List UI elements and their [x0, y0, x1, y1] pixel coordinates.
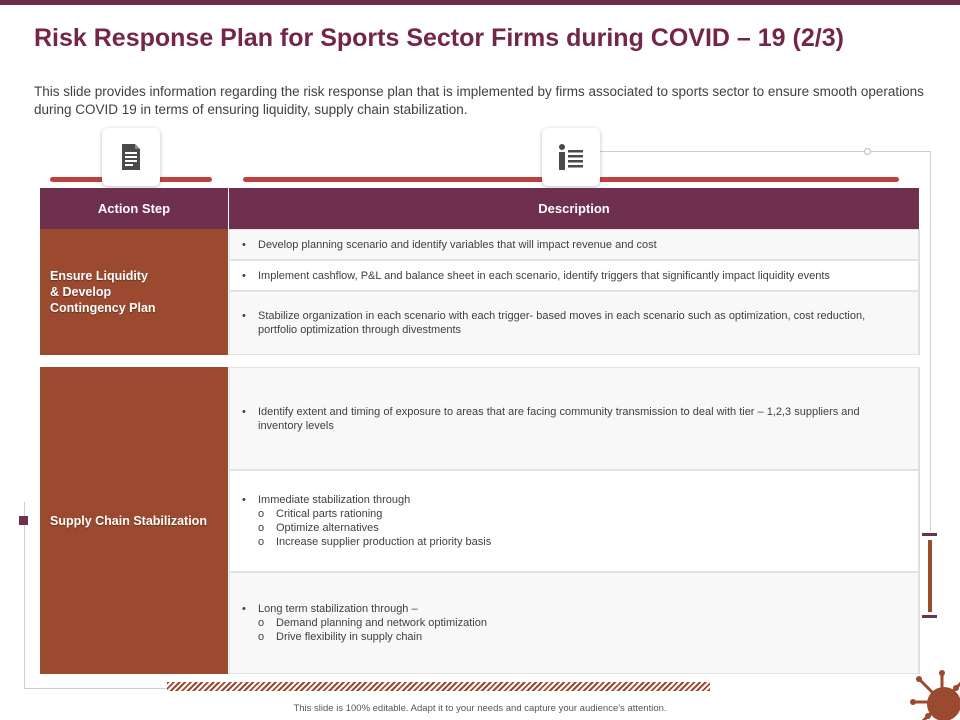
description-icon-tab [542, 128, 600, 186]
sub-item-text: Increase supplier production at priority basis [276, 536, 492, 548]
action-supply-chain-label: Supply Chain Stabilization [50, 513, 207, 528]
bullet-icon: • [242, 405, 246, 418]
action-liquidity-line-3: Contingency Plan [50, 301, 156, 315]
header-description: Description [229, 188, 919, 229]
action-liquidity-line-2: & Develop [50, 285, 112, 299]
table-row [229, 470, 919, 572]
action-liquidity [40, 229, 228, 355]
slide-title: Risk Response Plan for Sports Sector Firms during COVID – 19 (2/3) [34, 24, 844, 52]
sub-bullet-icon: o [258, 522, 265, 534]
slide-subtitle: This slide provides information regarding the risk response plan that is implemented by firms associated to sports sector to ensure smooth operations during COVID 19 in terms of ensuring liquidity, supply chain stabilization. [34, 84, 924, 117]
row-text: Develop planning scenario and identify variables that will impact revenue and cost [258, 238, 657, 251]
table-row [229, 572, 919, 674]
table-row [229, 260, 919, 291]
action-liquidity-line-1: Ensure Liquidity [50, 269, 148, 283]
footer-note: This slide is 100% editable. Adapt it to your needs and capture your audience's attention. [293, 703, 667, 714]
row-text: Stabilize organization in each scenario with each trigger- based moves in each scenario such as optimization, cost reduction, portfolio optimization through divestments [258, 310, 866, 336]
bracket-bar [928, 540, 932, 612]
action-liquidity-label [50, 268, 156, 316]
sub-item-text: Optimize alternatives [276, 522, 379, 534]
bracket-bottom [922, 615, 937, 618]
top-accent-bar [0, 0, 960, 5]
frame-line-left [24, 502, 25, 688]
frame-line-top [600, 151, 930, 152]
presenter-list-icon [556, 142, 586, 172]
sub-item-text: Critical parts rationing [276, 508, 383, 520]
hatched-accent-bar [167, 682, 710, 691]
sub-bullet-icon: o [258, 631, 265, 643]
action-step-icon-tab [102, 128, 160, 186]
table-row [229, 229, 919, 260]
sub-bullet-icon: o [258, 508, 265, 520]
row-text: Identify extent and timing of exposure to areas that are facing community transmission to deal with tier – 1,2,3 suppliers and inventory levels [258, 405, 860, 432]
table-row [229, 367, 919, 470]
bullet-icon: • [242, 494, 246, 506]
row-text: Long term stabilization through – [258, 603, 418, 615]
sub-bullet-icon: o [258, 536, 265, 548]
bullet-icon: • [242, 310, 246, 322]
row-text: Immediate stabilization through [258, 494, 411, 506]
bullet-icon: • [242, 238, 246, 251]
header-action-step: Action Step [40, 188, 228, 229]
sub-bullet-icon: o [258, 617, 265, 629]
frame-square-marker [19, 516, 28, 525]
bracket-top [922, 533, 937, 536]
row-text: Implement cashflow, P&L and balance sheet in each scenario, identify triggers that significantly impact liquidity events [258, 269, 830, 282]
action-supply-chain [40, 367, 228, 674]
sub-item-text: Demand planning and network optimization [276, 617, 487, 629]
sub-item-text: Drive flexibility in supply chain [276, 631, 423, 643]
document-icon [120, 143, 142, 171]
frame-line-right [930, 151, 931, 531]
frame-dot [864, 148, 871, 155]
table-row [229, 291, 919, 355]
bullet-icon: • [242, 603, 246, 615]
bullet-icon: • [242, 269, 246, 282]
frame-line-bottom [24, 688, 174, 689]
